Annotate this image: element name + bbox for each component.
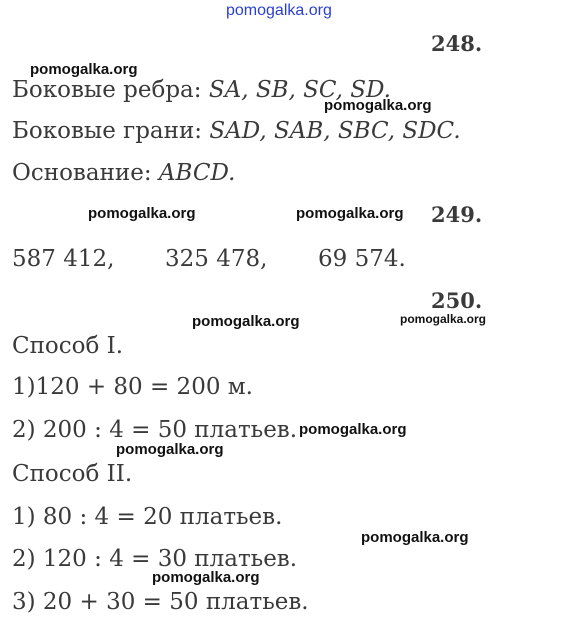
method-2-heading: Способ II. (12, 461, 133, 487)
lateral-edges-value: SA, SB, SC, SD. (208, 77, 391, 103)
number-value-2: 325 478, (165, 246, 268, 272)
watermark: pomogalka.org (116, 441, 224, 458)
number-value-3: 69 574. (318, 246, 406, 272)
number-value-1: 587 412, (12, 246, 115, 272)
method-1-heading: Способ I. (12, 333, 124, 359)
number-249-text: 249 (431, 202, 475, 227)
watermark-top: pomogalka.org (226, 2, 332, 19)
method-2-step-2: 2) 120 : 4 = 30 платьев. (12, 546, 298, 572)
watermark: pomogalka.org (400, 312, 487, 326)
watermark: pomogalka.org (88, 205, 196, 222)
method-2-step-3: 3) 20 + 30 = 50 платьев. (12, 589, 309, 615)
lateral-faces-label: Боковые грани: (12, 118, 210, 144)
watermark: pomogalka.org (299, 421, 407, 438)
method-1-step-1: 1)120 + 80 = 200 м. (12, 374, 253, 400)
lateral-edges-label: Боковые ребра: (12, 77, 209, 103)
number-248-text: 248 (431, 31, 475, 56)
number-250-text: 250 (431, 288, 475, 313)
base-value: ABCD. (158, 160, 236, 186)
base-label: Основание: (12, 160, 159, 186)
watermark: pomogalka.org (30, 61, 138, 78)
base-line (12, 159, 235, 187)
lateral-faces-line (12, 117, 461, 145)
problem-number-249: 249. (431, 202, 483, 227)
problem-number-248: 248. (431, 31, 483, 56)
lateral-faces-value: SAD, SAB, SBC, SDC. (209, 118, 461, 144)
watermark: pomogalka.org (192, 313, 300, 330)
method-2-step-1: 1) 80 : 4 = 20 платьев. (12, 504, 283, 530)
method-1-step-2: 2) 200 : 4 = 50 платьев. (12, 417, 298, 443)
watermark: pomogalka.org (361, 529, 469, 546)
watermark: pomogalka.org (296, 205, 404, 222)
watermark: pomogalka.org (324, 97, 432, 114)
problem-number-250: 250. (431, 288, 483, 313)
watermark: pomogalka.org (152, 569, 260, 586)
